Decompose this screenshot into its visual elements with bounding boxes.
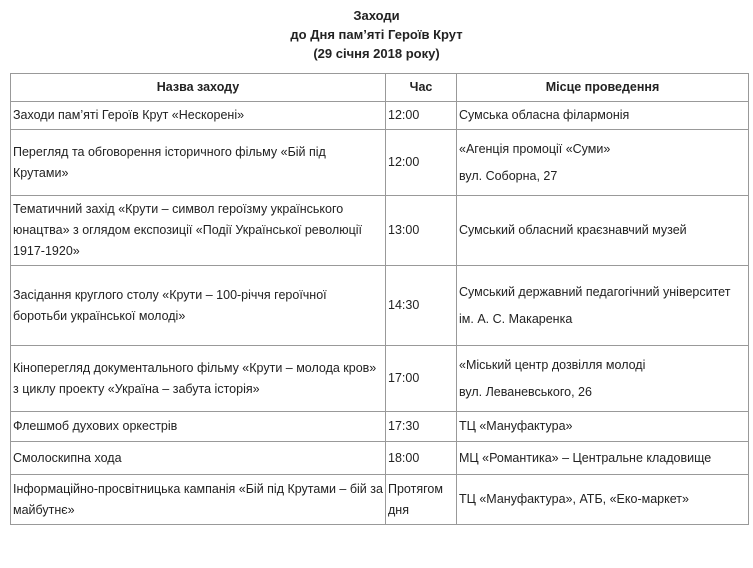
event-place-cell: [457, 412, 749, 442]
event-name-cell: Смолоскипна хода: [11, 442, 386, 475]
heading-subtitle: до Дня пам’яті Героїв Крут: [290, 27, 463, 42]
table-row: [11, 346, 749, 412]
event-time-cell: 17:00: [386, 346, 457, 412]
event-time-cell: 13:00: [386, 196, 457, 266]
event-name-cell: Флешмоб духових оркестрів: [11, 412, 386, 442]
event-place-cell: [457, 130, 749, 196]
event-place-line: ТЦ «Мануфактура»: [459, 419, 573, 433]
event-place-line: ім. А. С. Макаренка: [459, 311, 573, 326]
event-name-cell: Кіноперегляд документального фільму «Крути – молода кров» з циклу проекту «Україна – забута історія»: [11, 346, 386, 412]
event-time-cell: 14:30: [386, 266, 457, 346]
event-name-cell: Інформаційно-просвітницька кампанія «Бій під Крутами – бій за майбутнє»: [11, 475, 386, 525]
heading-title: Заходи: [353, 8, 400, 23]
event-time-cell: 12:00: [386, 130, 457, 196]
table-row: [11, 442, 749, 475]
event-place-cell: [457, 475, 749, 525]
event-place-cell: [457, 102, 749, 130]
event-place-line: «Міський центр дозвілля молоді: [459, 357, 646, 372]
event-name-cell: Перегляд та обговорення історичного фільму «Бій під Крутами»: [11, 130, 386, 196]
event-place-cell: [457, 346, 749, 412]
table-row: [11, 475, 749, 525]
event-place-line: вул. Соборна, 27: [459, 168, 558, 183]
event-name-cell: Тематичний захід «Крути – символ героїзму українського юнацтва» з оглядом експозиції «Події Української революції 1917-1920»: [11, 196, 386, 266]
event-place-cell: [457, 442, 749, 475]
table-row: [11, 412, 749, 442]
event-place-line: Сумський державний педагогічний університет: [459, 284, 731, 299]
event-time-cell: 12:00: [386, 102, 457, 130]
event-place-line: ТЦ «Мануфактура», АТБ, «Еко-маркет»: [459, 492, 689, 506]
table-row: [11, 130, 749, 196]
event-place-line: МЦ «Романтика» – Центральне кладовище: [459, 450, 712, 465]
header-place: Місце проведення: [457, 74, 749, 102]
event-place-line: «Агенція промоції «Суми»: [459, 141, 611, 156]
event-time-cell: 18:00: [386, 442, 457, 475]
event-place-cell: [457, 266, 749, 346]
table-header-row: [11, 74, 749, 102]
event-name-cell: Заходи пам’яті Героїв Крут «Нескорені»: [11, 102, 386, 130]
header-time: Час: [386, 74, 457, 102]
table-row: [11, 196, 749, 266]
table-row: [11, 266, 749, 346]
event-place-line: Сумська обласна філармонія: [459, 108, 630, 122]
table-body: [11, 102, 749, 525]
table-row: [11, 102, 749, 130]
event-place-cell: [457, 196, 749, 266]
events-table: [10, 73, 749, 525]
heading-date: (29 січня 2018 року): [313, 46, 440, 61]
event-name-cell: Засідання круглого столу «Крути – 100-річчя героїчної боротьби української молоді»: [11, 266, 386, 346]
event-place-line: вул. Леваневського, 26: [459, 384, 592, 399]
document-heading: [0, 6, 753, 63]
header-event-name: Назва заходу: [11, 74, 386, 102]
event-place-line: Сумський обласний краєзнавчий музей: [459, 223, 687, 237]
event-time-cell: Протягом дня: [386, 475, 457, 525]
event-time-cell: 17:30: [386, 412, 457, 442]
